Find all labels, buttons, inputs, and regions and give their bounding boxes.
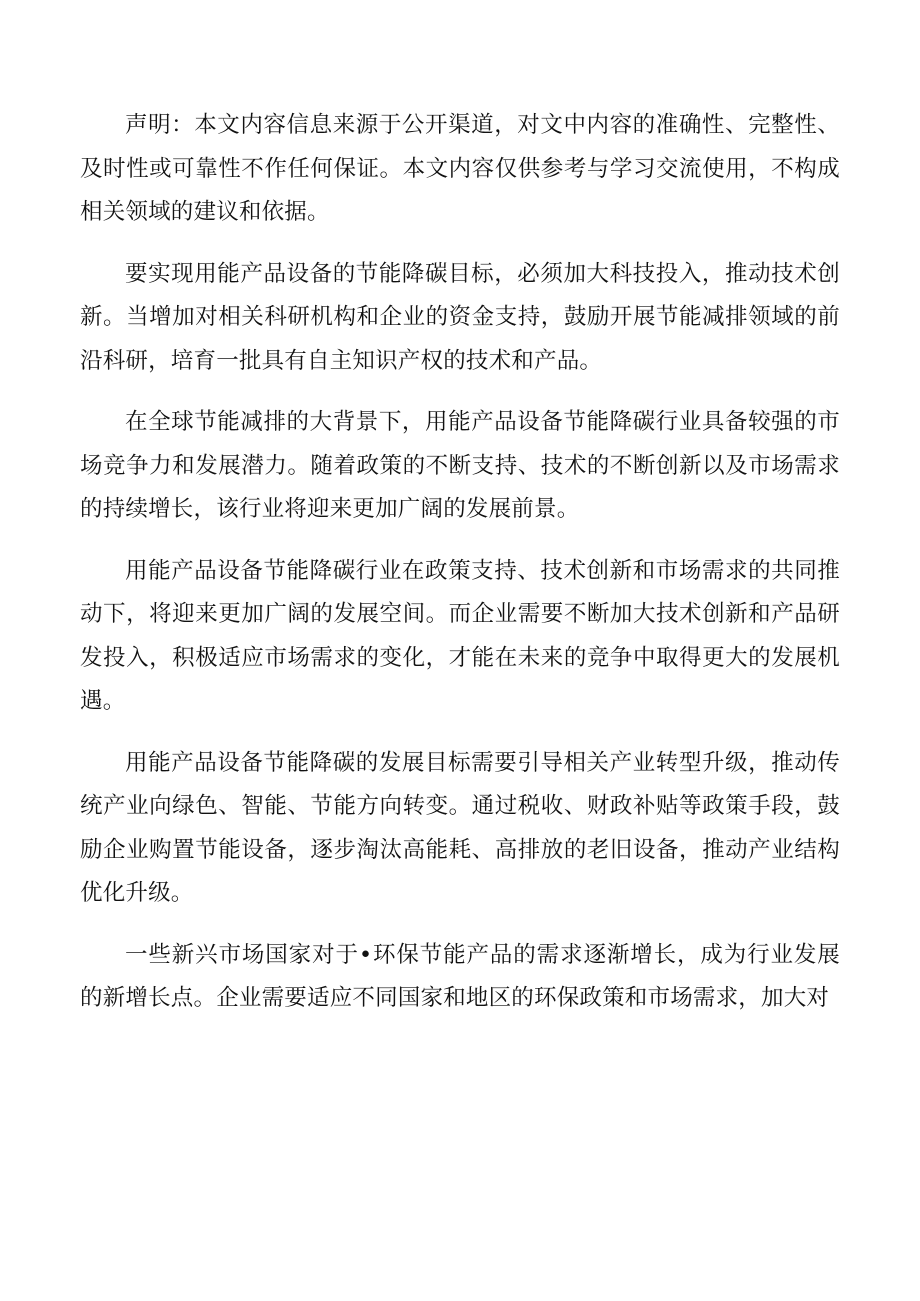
body-paragraph: 在全球节能减排的大背景下，用能产品设备节能降碳行业具备较强的市场竞争力和发展潜力。随着政策的不断支持、技术的不断创新以及市场需求的持续增长，该行业将迎来更加广阔的发展前景。 <box>80 409 840 522</box>
body-paragraph: 要实现用能产品设备的节能降碳目标，必须加大科技投入，推动技术创新。当增加对相关科研机构和企业的资金支持，鼓励开展节能减排领域的前沿科研，培育一批具有自主知识产权的技术和产品。 <box>80 260 840 374</box>
document-body <box>80 104 840 1039</box>
body-paragraph: 一些新兴市场国家对于•环保节能产品的需求逐渐增长，成为行业发展的新增长点。企业需要适应不同国家和地区的环保政策和市场需求，加大对 <box>80 941 840 1011</box>
body-paragraph: 用能产品设备节能降碳的发展目标需要引导相关产业转型升级，推动传统产业向绿色、智能、节能方向转变。通过税收、财政补贴等政策手段，鼓励企业购置节能设备，逐步淘汰高能耗、高排放的老旧设备，推动产业结构优化升级。 <box>80 749 840 906</box>
body-paragraph: 用能产品设备节能降碳行业在政策支持、技术创新和市场需求的共同推动下，将迎来更加广阔的发展空间。而企业需要不断加大技术创新和产品研发投入，积极适应市场需求的变化，才能在未来的竞争中取得更大的发展机遇。 <box>80 557 840 714</box>
disclaimer-paragraph: 声明：本文内容信息来源于公开渠道，对文中内容的准确性、完整性、及时性或可靠性不作任何保证。本文内容仅供参考与学习交流使用，不构成相关领域的建议和依据。 <box>80 112 840 225</box>
